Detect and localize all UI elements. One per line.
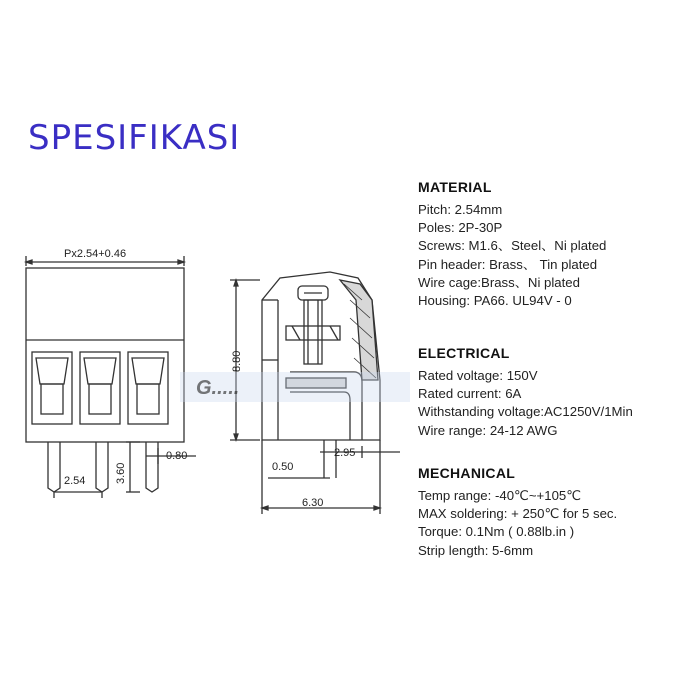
front-pin-3	[146, 442, 158, 492]
spec-line: Rated current: 6A	[418, 386, 522, 402]
pin-width-label: 0.80	[166, 450, 188, 462]
spec-line: Pin header: Brass、 Tin plated	[418, 256, 598, 272]
spec-line: Wire cage:Brass、Ni plated	[418, 274, 580, 290]
height-label: 8.80	[231, 350, 243, 372]
pitch-label: Px2.54+0.46	[64, 248, 127, 260]
spec-line: Screws: M1.6、Steel、Ni plated	[418, 238, 607, 254]
spec-line: Poles: 2P-30P	[418, 220, 503, 236]
spec-line: Withstanding voltage:AC1250V/1Min	[418, 404, 633, 420]
spec-line: Rated voltage: 150V	[418, 368, 538, 383]
front-housing	[26, 268, 184, 442]
spec-line: Temp range: -40℃~+105℃	[418, 488, 582, 503]
pin-length-label: 3.60	[115, 462, 127, 484]
watermark-text: G.....	[196, 377, 240, 399]
material-section	[418, 179, 698, 310]
front-pin-1	[48, 442, 60, 492]
mechanical-heading: MECHANICAL	[418, 465, 516, 481]
mechanical-section	[418, 465, 698, 560]
wire-opening-2	[80, 352, 120, 424]
front-pin-2	[96, 442, 108, 492]
spec-line: Torque: 0.1Nm ( 0.88lb.in )	[418, 524, 575, 540]
screw	[298, 286, 328, 364]
pin-spacing-label: 2.54	[64, 475, 86, 487]
depth-label: 6.30	[302, 497, 324, 509]
spec-line: Strip length: 5-6mm	[418, 542, 534, 558]
material-heading: MATERIAL	[418, 179, 492, 195]
pin-size-label: 0.50	[272, 461, 294, 473]
page-title: SPESIFIKASI	[28, 118, 241, 158]
electrical-heading: ELECTRICAL	[418, 345, 510, 361]
spec-line: MAX soldering: + 250℃ for 5 sec.	[418, 506, 618, 522]
wire-opening-3	[128, 352, 168, 424]
spec-line: Housing: PA66. UL94V - 0	[418, 293, 572, 309]
spec-line: Pitch: 2.54mm	[418, 202, 503, 217]
spec-line: Wire range: 24-12 AWG	[418, 422, 558, 438]
electrical-section	[418, 345, 698, 440]
wire-opening-1	[32, 352, 72, 424]
offset-label: 2.95	[334, 447, 356, 459]
